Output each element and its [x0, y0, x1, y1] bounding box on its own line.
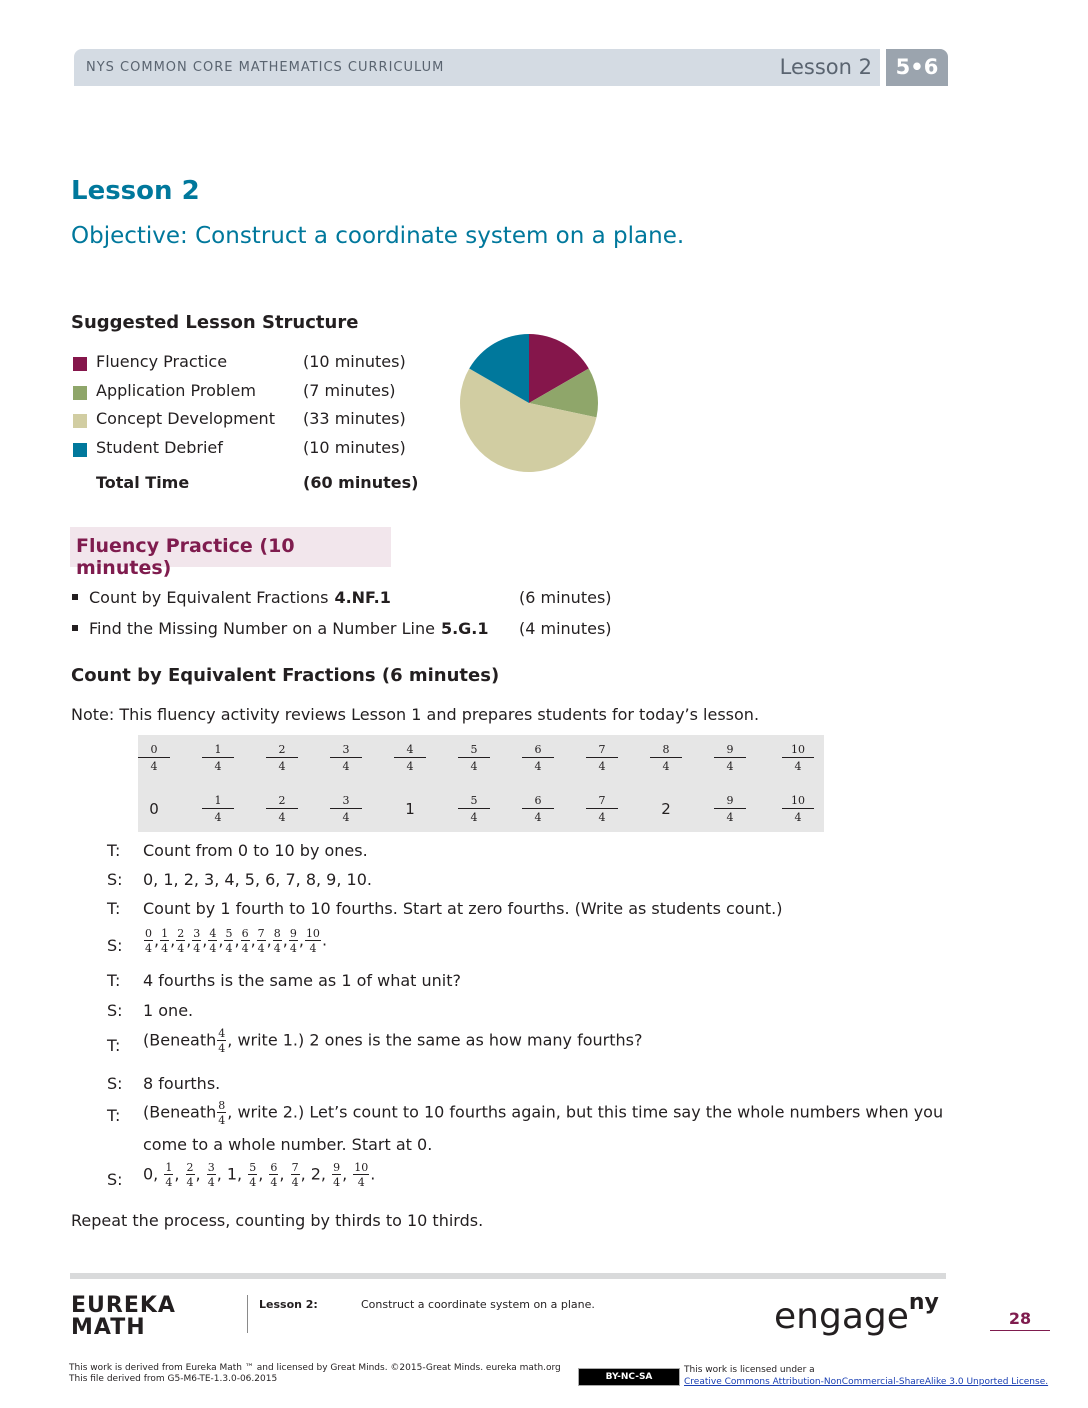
bullet-text: Find the Missing Number on a Number Line [89, 619, 435, 638]
legend-row [73, 352, 433, 381]
speaker-student: S: [107, 870, 123, 889]
fraction-cell: 2 4 [266, 795, 298, 823]
inline-fraction: $\frac{9}{4}$ [289, 927, 297, 955]
cc-badge-text: BY-NC-SA [605, 1372, 653, 1382]
logo-line: MATH [71, 1315, 146, 1340]
legend-time: (10 minutes) [303, 352, 406, 371]
page-number: 28 [1008, 1309, 1032, 1328]
legend-label: Student Debrief [96, 437, 223, 457]
inline-fraction: $\frac{6}{4}$ [241, 927, 249, 955]
dialogue-line: 8 fourths. [143, 1074, 221, 1093]
inline-fraction: $\frac{10}{4}$ [354, 1161, 369, 1189]
legend-row [73, 438, 433, 467]
total-time-label: Total Time [96, 473, 190, 492]
dialogue-text: (Beneath [143, 1102, 217, 1122]
license-line: This work is licensed under a [684, 1365, 815, 1375]
inline-fraction: $\frac{2}{4}$ [186, 1161, 194, 1189]
legend-swatch [73, 386, 87, 400]
speaker-teacher: T: [107, 841, 121, 860]
dialogue-text: , write 2.) Let’s count to 10 fourths again, but this time say the whole numbers when you [227, 1102, 944, 1122]
legal-line: This work is derived from Eureka Math ™ and licensed by Great Minds. ©2015-Great Minds. eureka math.org [69, 1363, 561, 1373]
fraction-cell: 5 4 [458, 795, 490, 823]
speaker-student: S: [107, 1001, 123, 1020]
fraction-cell: 6 4 [522, 744, 554, 772]
legend-swatch [73, 414, 87, 428]
inline-fraction: $\frac{4}{4}$ [209, 927, 217, 955]
total-time-value: (60 minutes) [303, 473, 419, 492]
fraction-cell: 1 4 [202, 795, 234, 823]
fraction-cell: 5 4 [458, 744, 490, 772]
legal-line: This file derived from G5-M6-TE-1.3.0-06.2015 [69, 1374, 278, 1384]
engageny-logo [774, 1290, 939, 1337]
curriculum-title: NYS COMMON CORE MATHEMATICS CURRICULUM [86, 60, 445, 75]
fraction-table [138, 735, 824, 832]
fraction-cell: 9 4 [714, 795, 746, 823]
license-notice [684, 1364, 1048, 1388]
fraction-cell: 7 4 [586, 795, 618, 823]
speaker-teacher: T: [107, 1106, 121, 1125]
whole-number-count-sequence: 0, $\frac{1}{4}$ , $\frac{2}{4}$ , $\frac{3}{4}$ , 1, $\frac{5}{4}$ , $\frac{6}{4}$ , $\frac{7}{4}$ , 2, $\frac{9}{4}$ , $\frac{10}{4}$ . [143, 1161, 376, 1189]
bullet-icon [72, 625, 78, 631]
dialogue-line: come to a whole number. Start at 0. [143, 1135, 433, 1154]
footer-lesson-desc: Construct a coordinate system on a plane. [361, 1298, 595, 1311]
inline-fraction: $\frac{0}{4}$ [145, 927, 152, 955]
dialogue-line: 1 one. [143, 1001, 194, 1020]
inline-fraction: $\frac{3}{4}$ [193, 927, 201, 955]
dialogue-line: Count by 1 fourth to 10 fourths. Start at zero fourths. (Write as students count.) [143, 899, 783, 918]
legend-label: Application Problem [96, 380, 256, 400]
structure-legend [73, 352, 433, 466]
fraction-cell: 9 4 [714, 744, 746, 772]
grade-module-badge: 5•6 [886, 49, 948, 86]
page-number-rule [990, 1330, 1050, 1331]
eureka-math-logo [71, 1295, 176, 1339]
license-link[interactable]: Creative Commons Attribution-NonCommercial-ShareAlike 3.0 Unported License. [684, 1377, 1049, 1387]
fraction-cell: 7 4 [586, 744, 618, 772]
footer-separator [247, 1295, 248, 1333]
fraction-cell: 10 4 [782, 795, 814, 823]
dialogue-text: , write 1.) 2 ones is the same as how many fourths? [227, 1030, 643, 1050]
fraction-cell: 10 4 [782, 744, 814, 772]
inline-fraction: $\frac{1}{4}$ [165, 1161, 173, 1189]
bullet-time: (6 minutes) [519, 588, 612, 607]
footer-divider [70, 1273, 946, 1279]
fraction-cell: 0 4 [138, 744, 170, 772]
inline-fraction: $\frac{7}{4}$ [291, 1161, 299, 1189]
bullet-icon [72, 594, 78, 600]
inline-fraction: $\frac{3}{4}$ [207, 1161, 215, 1189]
legend-label: Fluency Practice [96, 352, 228, 371]
fraction-cell: 3 4 [330, 795, 362, 823]
inline-fraction: $\frac{9}{4}$ [333, 1161, 341, 1189]
inline-fraction: $\frac{10}{4}$ [305, 927, 320, 955]
fraction-cell: 4 4 [394, 744, 426, 772]
footer-lesson-label: Lesson 2: [259, 1298, 318, 1311]
legend-swatch [73, 357, 87, 371]
speaker-student: S: [107, 1170, 123, 1189]
dialogue-line: (Beneath $\frac{4}{4}$ , write 1.) 2 ones is the same as how many fourths? [143, 1027, 643, 1055]
ny-text: ny [908, 1290, 939, 1315]
speaker-teacher: T: [107, 899, 121, 918]
speaker-teacher: T: [107, 971, 121, 990]
legend-time: (33 minutes) [303, 409, 406, 429]
fluency-heading: Fluency Practice (10 minutes) [76, 535, 295, 579]
inline-fraction: $\frac{5}{4}$ [249, 1161, 257, 1189]
fluency-note: Note: This fluency activity reviews Lesson 1 and prepares students for today’s lesson. [71, 705, 760, 724]
header-bar [74, 49, 880, 86]
lesson-structure-pie-chart [458, 332, 600, 474]
inline-fraction: $\frac{2}{4}$ [177, 927, 185, 955]
cc-license-badge[interactable] [578, 1368, 680, 1386]
legend-row [73, 381, 433, 410]
fluency-section-banner [70, 527, 391, 579]
fraction-cell: 8 4 [650, 744, 682, 772]
fraction-count-sequence: $\frac{0}{4}$ , $\frac{1}{4}$ , $\frac{2}{4}$ , $\frac{3}{4}$ , $\frac{4}{4}$ , $\frac{5}{4}$ , $\frac{6}{4}$ , $\frac{7}{4}$ , $\frac{8}{4}$ , $\frac{9}{4}$ , $\frac{10}{4}$ . [145, 927, 328, 955]
fraction-cell: 3 4 [330, 744, 362, 772]
dialogue-line: 4 fourths is the same as 1 of what unit? [143, 971, 461, 990]
dialogue-line: 0, 1, 2, 3, 4, 5, 6, 7, 8, 9, 10. [143, 870, 372, 889]
header-lesson: Lesson 2 [779, 55, 872, 79]
inline-fraction: $\frac{8}{4}$ [273, 927, 281, 955]
structure-heading: Suggested Lesson Structure [71, 312, 359, 333]
inline-fraction: $\frac{6}{4}$ [270, 1161, 278, 1189]
dialogue-text: (Beneath [143, 1030, 217, 1050]
count-heading: Count by Equivalent Fractions (6 minutes) [71, 665, 500, 686]
legal-notice [69, 1363, 561, 1385]
legend-time: (10 minutes) [303, 437, 406, 457]
legend-swatch [73, 443, 87, 457]
speaker-student: S: [107, 936, 123, 955]
logo-line: EUREKA [71, 1293, 176, 1318]
objective: Objective: Construct a coordinate system on a plane. [71, 223, 685, 249]
page-title: Lesson 2 [71, 176, 200, 206]
engage-text: engage [774, 1296, 909, 1337]
bullet-standard: 4.NF.1 [334, 588, 391, 607]
bullet-standard: 5.G.1 [440, 619, 489, 638]
dialogue-line: (Beneath $\frac{8}{4}$ , write 2.) Let’s count to 10 fourths again, but this time say the whole numbers when you [143, 1099, 944, 1127]
bullet-text: Count by Equivalent Fractions [89, 588, 329, 607]
fraction-cell: 2 4 [266, 744, 298, 772]
legend-row [73, 409, 433, 438]
legend-time: (7 minutes) [303, 380, 396, 400]
whole-number-cell: 1 [405, 800, 415, 818]
speaker-teacher: T: [107, 1036, 121, 1055]
inline-fraction: $\frac{5}{4}$ [225, 927, 233, 955]
whole-number-cell: 2 [661, 800, 671, 818]
whole-number-cell: 0 [149, 800, 159, 818]
repeat-instruction: Repeat the process, counting by thirds to 10 thirds. [71, 1211, 484, 1230]
legend-label: Concept Development [96, 409, 275, 429]
inline-fraction: $\frac{7}{4}$ [257, 927, 265, 955]
speaker-student: S: [107, 1074, 123, 1093]
fraction-cell: 1 4 [202, 744, 234, 772]
bullet-time: (4 minutes) [519, 619, 612, 638]
inline-fraction: $\frac{1}{4}$ [161, 927, 169, 955]
dialogue-line: Count from 0 to 10 by ones. [143, 841, 368, 860]
fraction-cell: 6 4 [522, 795, 554, 823]
